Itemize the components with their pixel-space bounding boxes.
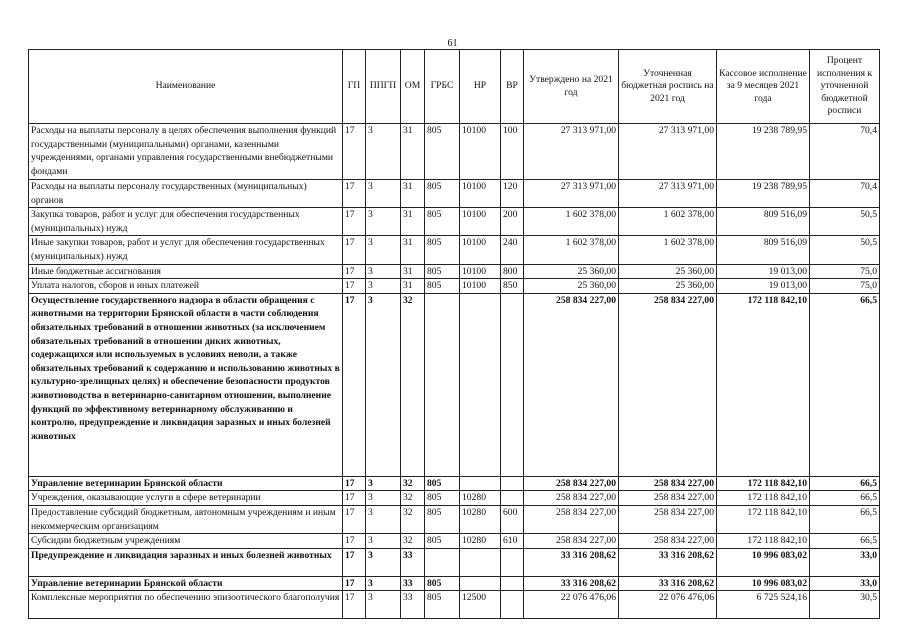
cell-om: 33	[401, 548, 425, 576]
cell-approved: 25 360,00	[524, 279, 619, 294]
table-row	[29, 180, 880, 208]
cell-cash: 809 516,09	[717, 208, 810, 236]
cell-percent: 66,5	[810, 491, 880, 506]
cell-np: 10100	[460, 180, 501, 208]
cell-np: 10100	[460, 264, 501, 279]
cell-percent: 75,0	[810, 279, 880, 294]
cell-approved: 22 076 476,06	[524, 591, 619, 619]
cell-om: 31	[401, 180, 425, 208]
header-om: ОМ	[401, 50, 425, 124]
cell-np: 10280	[460, 505, 501, 533]
cell-gp: 17	[343, 505, 366, 533]
cell-ppgp: 3	[366, 124, 401, 180]
cell-om: 32	[401, 505, 425, 533]
cell-gp: 17	[343, 491, 366, 506]
table-row	[29, 124, 880, 180]
cell-percent: 30,5	[810, 591, 880, 619]
table-row	[29, 576, 880, 591]
cell-name: Учреждения, оказывающие услуги в сфере ветеринарии	[29, 491, 343, 506]
cell-gp: 17	[343, 293, 366, 476]
cell-ppgp: 3	[366, 548, 401, 576]
header-cash: Кассовое исполнение за 9 месяцев 2021 года	[717, 50, 810, 124]
table-row	[29, 491, 880, 506]
cell-gp: 17	[343, 124, 366, 180]
cell-vr	[501, 591, 524, 619]
cell-grbs: 805	[425, 208, 460, 236]
cell-name: Комплексные мероприятия по обеспечению эпизоотического благополучия	[29, 591, 343, 619]
table-row	[29, 236, 880, 264]
cell-ppgp: 3	[366, 576, 401, 591]
table-row	[29, 591, 880, 619]
table-row	[29, 208, 880, 236]
cell-name: Иные бюджетные ассигнования	[29, 264, 343, 279]
cell-ppgp: 3	[366, 505, 401, 533]
cell-om: 32	[401, 293, 425, 476]
cell-approved: 1 602 378,00	[524, 208, 619, 236]
cell-refined: 25 360,00	[619, 279, 717, 294]
cell-refined: 1 602 378,00	[619, 236, 717, 264]
cell-grbs: 805	[425, 264, 460, 279]
cell-om: 33	[401, 576, 425, 591]
cell-cash: 19 238 789,95	[717, 180, 810, 208]
cell-approved: 33 316 208,62	[524, 576, 619, 591]
cell-np: 10100	[460, 236, 501, 264]
cell-ppgp: 3	[366, 293, 401, 476]
cell-approved: 33 316 208,62	[524, 548, 619, 576]
header-percent: Процент исполнения к уточненной бюджетной росписи	[810, 50, 880, 124]
cell-om: 31	[401, 124, 425, 180]
cell-gp: 17	[343, 264, 366, 279]
cell-grbs	[425, 293, 460, 476]
cell-vr	[501, 548, 524, 576]
cell-refined: 27 313 971,00	[619, 124, 717, 180]
table-body	[29, 124, 880, 619]
cell-cash: 19 013,00	[717, 279, 810, 294]
cell-np	[460, 576, 501, 591]
cell-percent: 75,0	[810, 264, 880, 279]
cell-grbs: 805	[425, 476, 460, 491]
cell-refined: 33 316 208,62	[619, 548, 717, 576]
cell-vr	[501, 576, 524, 591]
cell-approved: 258 834 227,00	[524, 293, 619, 476]
cell-vr: 120	[501, 180, 524, 208]
cell-name: Осуществление государственного надзора в области обращения с животными на территории Брянской области в части соблюдения обязательных требований в отношении животных (за исключением обязательных требований в отношении диких животных, содержащихся или используемых в условиях неволи, а также обязательных требований к содержанию и использованию животных в культурно-зрелищных целях) и обеспечение безопасности продуктов животноводства в ветеринарно-санитарном отношении, выполнение функций по эффективному ветеринарному обслуживанию и контролю, предупреждение и ликвидация заразных и иных болезней животных	[29, 293, 343, 476]
cell-gp: 17	[343, 180, 366, 208]
cell-grbs: 805	[425, 124, 460, 180]
cell-gp: 17	[343, 279, 366, 294]
cell-vr: 600	[501, 505, 524, 533]
cell-approved: 258 834 227,00	[524, 534, 619, 549]
cell-grbs: 805	[425, 180, 460, 208]
cell-name: Предоставление субсидий бюджетным, автономным учреждениям и иным некоммерческим организациям	[29, 505, 343, 533]
cell-vr: 100	[501, 124, 524, 180]
cell-percent: 50,5	[810, 236, 880, 264]
cell-cash: 172 118 842,10	[717, 491, 810, 506]
cell-refined: 258 834 227,00	[619, 476, 717, 491]
cell-refined: 33 316 208,62	[619, 576, 717, 591]
cell-percent: 50,5	[810, 208, 880, 236]
cell-percent: 33,0	[810, 548, 880, 576]
cell-cash: 10 996 083,02	[717, 576, 810, 591]
cell-percent: 33,0	[810, 576, 880, 591]
cell-percent: 66,5	[810, 505, 880, 533]
cell-gp: 17	[343, 548, 366, 576]
cell-om: 32	[401, 476, 425, 491]
header-refined: Уточненная бюджетная роспись на 2021 год	[619, 50, 717, 124]
cell-grbs: 805	[425, 491, 460, 506]
cell-vr: 850	[501, 279, 524, 294]
cell-gp: 17	[343, 591, 366, 619]
table-row	[29, 476, 880, 491]
cell-name: Управление ветеринарии Брянской области	[29, 576, 343, 591]
cell-cash: 172 118 842,10	[717, 476, 810, 491]
cell-np: 10100	[460, 208, 501, 236]
cell-np: 10100	[460, 279, 501, 294]
cell-om: 31	[401, 264, 425, 279]
header-ppgp: ППГП	[366, 50, 401, 124]
cell-np	[460, 548, 501, 576]
cell-name: Управление ветеринарии Брянской области	[29, 476, 343, 491]
cell-cash: 6 725 524,16	[717, 591, 810, 619]
cell-grbs	[425, 548, 460, 576]
cell-om: 31	[401, 236, 425, 264]
cell-om: 31	[401, 208, 425, 236]
cell-grbs: 805	[425, 505, 460, 533]
cell-gp: 17	[343, 576, 366, 591]
header-row	[29, 50, 880, 124]
cell-refined: 258 834 227,00	[619, 534, 717, 549]
cell-ppgp: 3	[366, 264, 401, 279]
cell-om: 33	[401, 591, 425, 619]
cell-ppgp: 3	[366, 476, 401, 491]
cell-vr: 800	[501, 264, 524, 279]
cell-ppgp: 3	[366, 279, 401, 294]
cell-percent: 70,4	[810, 180, 880, 208]
cell-approved: 25 360,00	[524, 264, 619, 279]
header-gp: ГП	[343, 50, 366, 124]
cell-gp: 17	[343, 534, 366, 549]
cell-approved: 258 834 227,00	[524, 505, 619, 533]
cell-vr: 200	[501, 208, 524, 236]
cell-name: Уплата налогов, сборов и иных платежей	[29, 279, 343, 294]
cell-ppgp: 3	[366, 208, 401, 236]
cell-vr	[501, 476, 524, 491]
cell-name: Расходы на выплаты персоналу в целях обеспечения выполнения функций государственными (муниципальными) органами, казенными учреждениями, органами управления государственными внебюджетными фондами	[29, 124, 343, 180]
cell-cash: 10 996 083,02	[717, 548, 810, 576]
cell-name: Расходы на выплаты персоналу государственных (муниципальных) органов	[29, 180, 343, 208]
cell-approved: 1 602 378,00	[524, 236, 619, 264]
cell-approved: 258 834 227,00	[524, 476, 619, 491]
cell-name: Иные закупки товаров, работ и услуг для обеспечения государственных (муниципальных) нужд	[29, 236, 343, 264]
cell-cash: 172 118 842,10	[717, 534, 810, 549]
cell-grbs: 805	[425, 236, 460, 264]
cell-name: Субсидии бюджетным учреждениям	[29, 534, 343, 549]
table-row	[29, 505, 880, 533]
cell-approved: 258 834 227,00	[524, 491, 619, 506]
header-grbs: ГРБС	[425, 50, 460, 124]
cell-name: Закупка товаров, работ и услуг для обеспечения государственных (муниципальных) нужд	[29, 208, 343, 236]
cell-refined: 27 313 971,00	[619, 180, 717, 208]
cell-vr	[501, 491, 524, 506]
cell-np: 10280	[460, 491, 501, 506]
cell-refined: 258 834 227,00	[619, 293, 717, 476]
budget-table	[28, 49, 880, 619]
cell-ppgp: 3	[366, 180, 401, 208]
cell-percent: 66,5	[810, 534, 880, 549]
cell-refined: 258 834 227,00	[619, 491, 717, 506]
cell-vr: 610	[501, 534, 524, 549]
header-vr: ВР	[501, 50, 524, 124]
page-number: 61	[447, 38, 458, 49]
header-approved: Утверждено на 2021 год	[524, 50, 619, 124]
cell-ppgp: 3	[366, 236, 401, 264]
cell-name: Предупреждение и ликвидация заразных и иных болезней животных	[29, 548, 343, 576]
cell-np: 10280	[460, 534, 501, 549]
cell-percent: 70,4	[810, 124, 880, 180]
cell-vr	[501, 293, 524, 476]
cell-gp: 17	[343, 476, 366, 491]
cell-refined: 25 360,00	[619, 264, 717, 279]
table-row	[29, 279, 880, 294]
cell-np: 10100	[460, 124, 501, 180]
cell-ppgp: 3	[366, 534, 401, 549]
cell-approved: 27 313 971,00	[524, 124, 619, 180]
cell-grbs: 805	[425, 279, 460, 294]
header-name: Наименование	[29, 50, 343, 124]
cell-om: 31	[401, 279, 425, 294]
table-row	[29, 293, 880, 476]
table-row	[29, 548, 880, 576]
cell-np	[460, 476, 501, 491]
cell-refined: 22 076 476,06	[619, 591, 717, 619]
cell-np	[460, 293, 501, 476]
table-row	[29, 534, 880, 549]
cell-ppgp: 3	[366, 491, 401, 506]
cell-om: 32	[401, 491, 425, 506]
cell-np: 12500	[460, 591, 501, 619]
cell-percent: 66,5	[810, 476, 880, 491]
cell-refined: 258 834 227,00	[619, 505, 717, 533]
cell-refined: 1 602 378,00	[619, 208, 717, 236]
cell-cash: 19 238 789,95	[717, 124, 810, 180]
cell-approved: 27 313 971,00	[524, 180, 619, 208]
cell-gp: 17	[343, 236, 366, 264]
cell-grbs: 805	[425, 591, 460, 619]
cell-gp: 17	[343, 208, 366, 236]
cell-cash: 172 118 842,10	[717, 293, 810, 476]
cell-cash: 172 118 842,10	[717, 505, 810, 533]
cell-cash: 809 516,09	[717, 236, 810, 264]
cell-cash: 19 013,00	[717, 264, 810, 279]
cell-grbs: 805	[425, 534, 460, 549]
table-row	[29, 264, 880, 279]
cell-percent: 66,5	[810, 293, 880, 476]
cell-om: 32	[401, 534, 425, 549]
cell-ppgp: 3	[366, 591, 401, 619]
header-np: НР	[460, 50, 501, 124]
cell-grbs: 805	[425, 576, 460, 591]
cell-vr: 240	[501, 236, 524, 264]
